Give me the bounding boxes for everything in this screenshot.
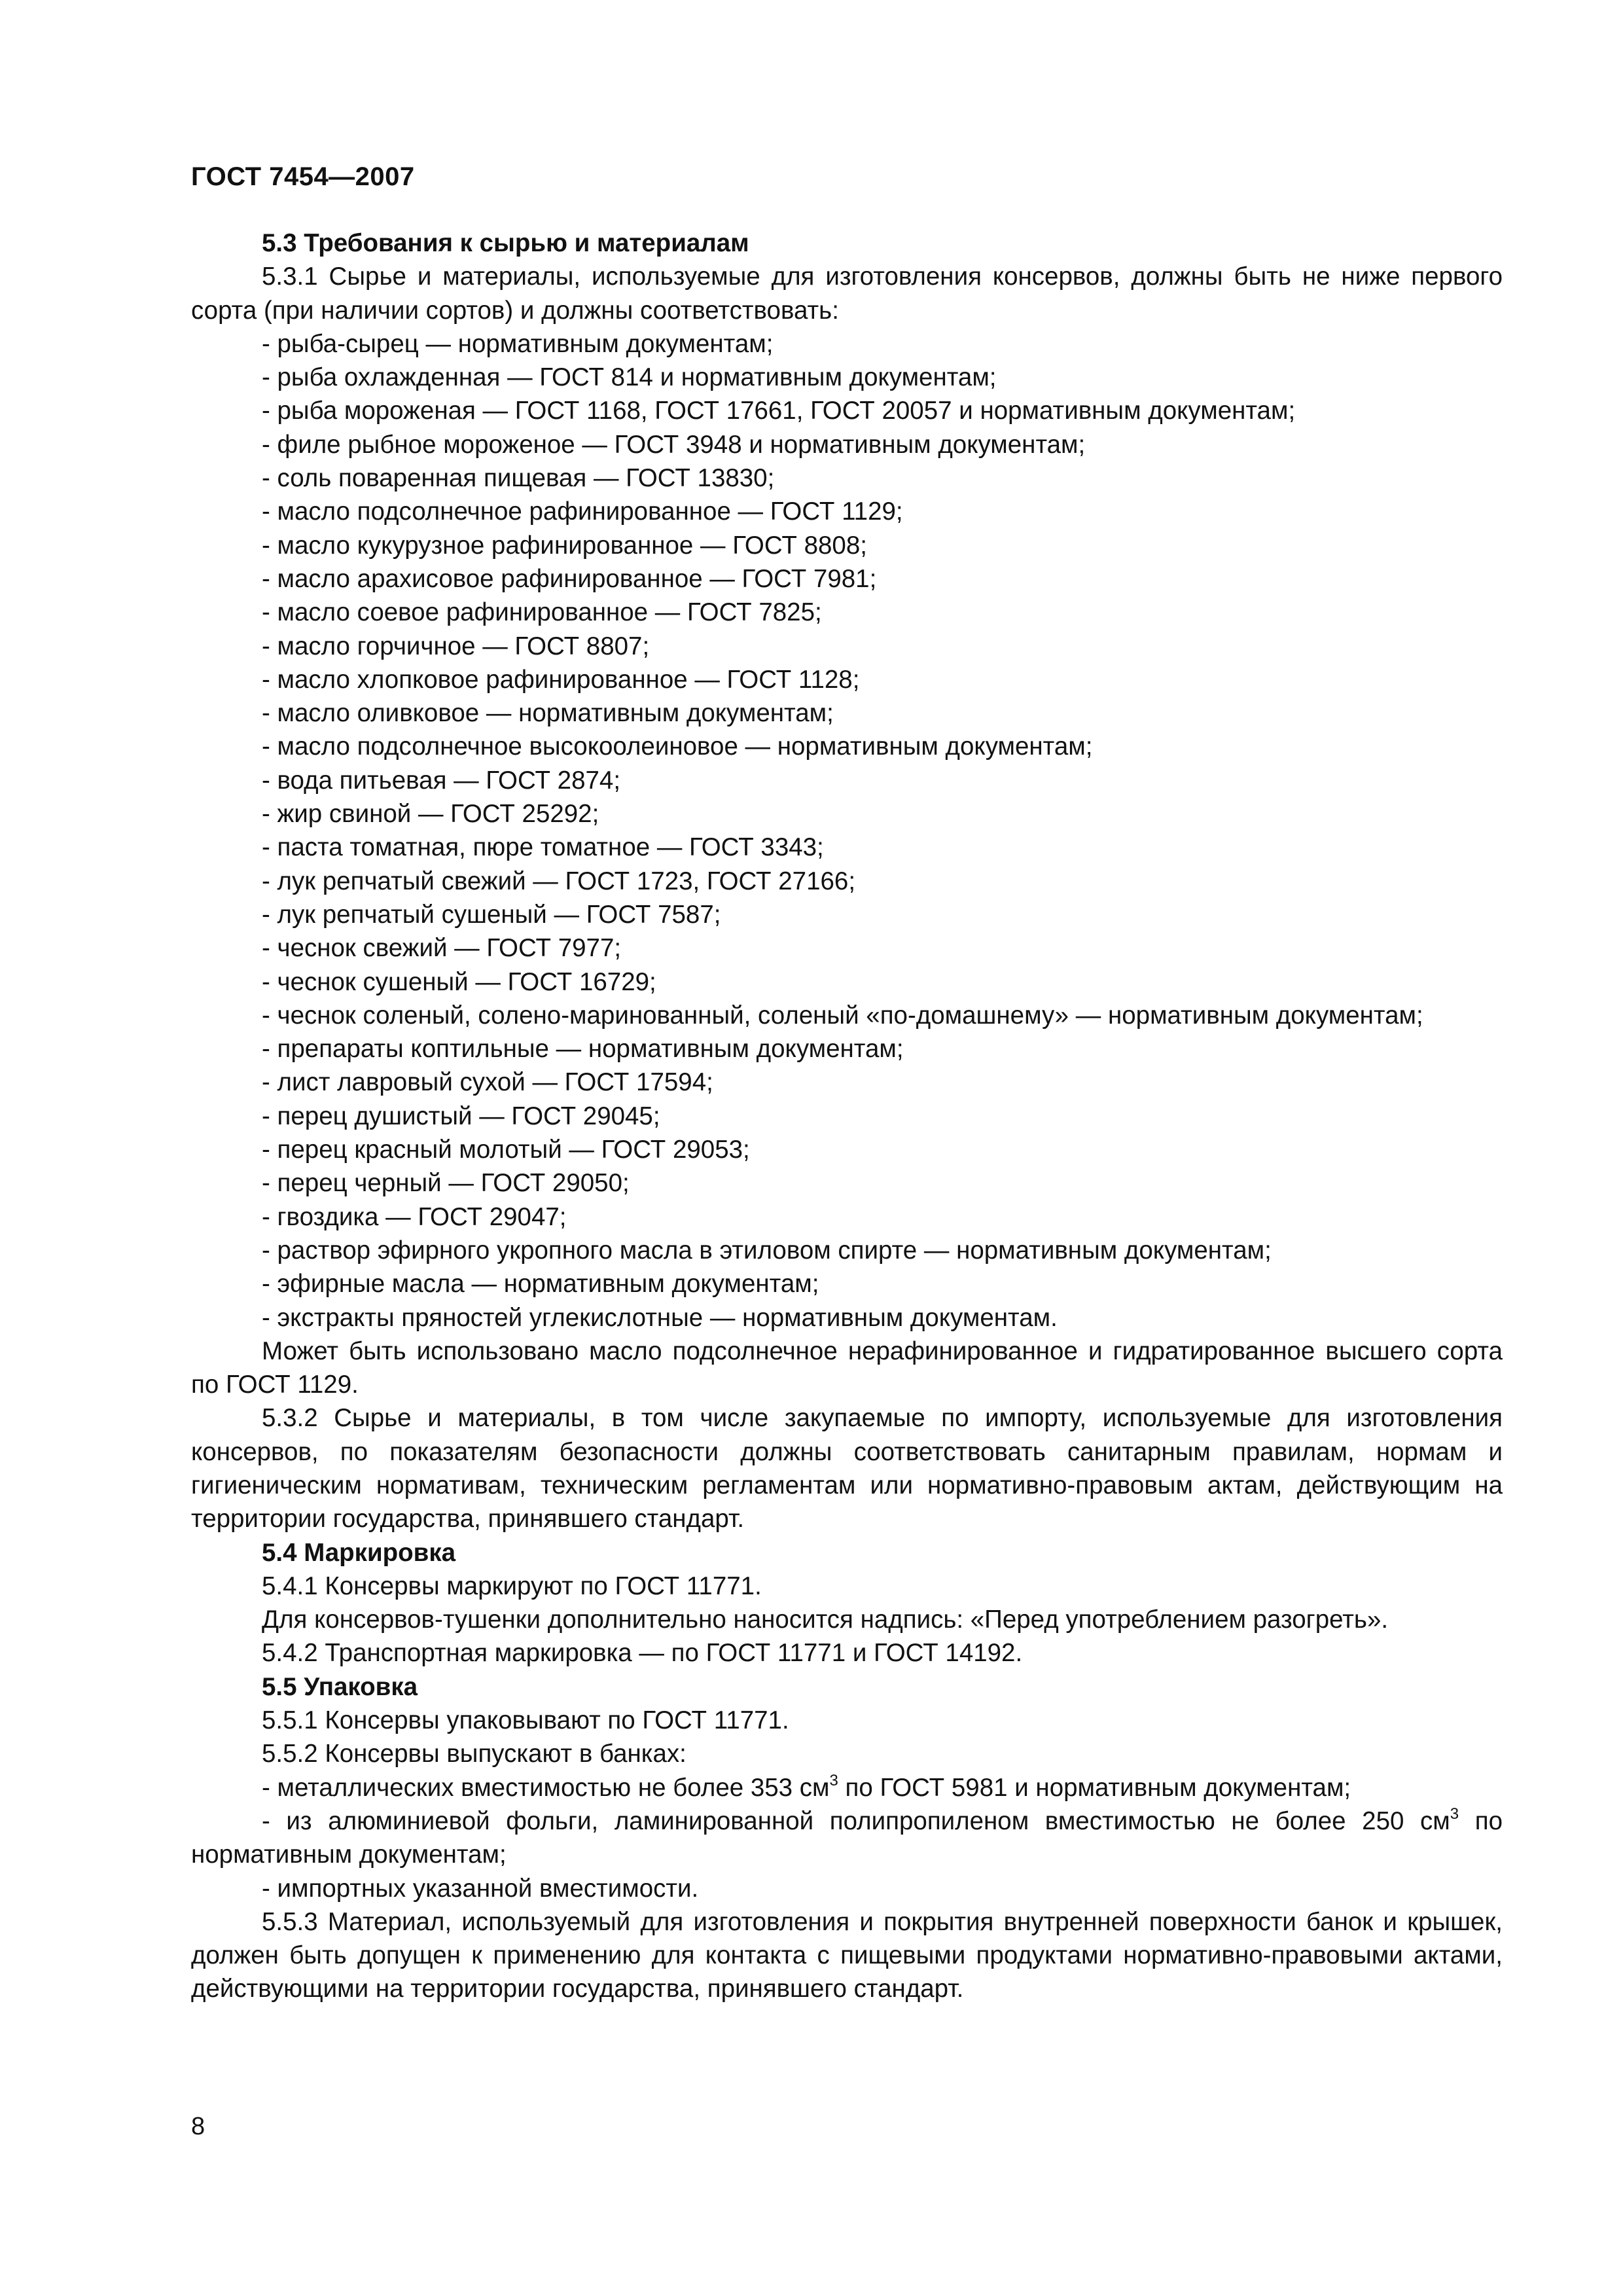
paragraph-5-4-2: 5.4.2 Транспортная маркировка — по ГОСТ 11771 и ГОСТ 14192.	[262, 1639, 1023, 1668]
list-item: - рыба мороженая — ГОСТ 1168, ГОСТ 17661, ГОСТ 20057 и нормативным документам;	[262, 397, 1296, 425]
list-item: - масло подсолнечное рафинированное — ГОСТ 1129;	[262, 497, 903, 526]
list-item: - перец красный молотый — ГОСТ 29053;	[262, 1136, 750, 1164]
list-item: - масло оливковое — нормативным документам;	[262, 699, 834, 728]
foil-cans-text: - из алюминиевой фольги, ламинированной полипропиленом вместимостью не более 250 см	[262, 1806, 1450, 1835]
paragraph-5-3-2: 5.3.2 Сырье и материалы, в том числе закупаемые по импорту, используемые для изготовления консервов, по показателям безопасности должны соответствовать санитарным правилам, нормам и гигиеническим нормативам, техническим регламентам или нормативно-правовым актам, действующим на территории государства, принявшего стандарт.	[191, 1404, 1503, 1534]
list-item: - вода питьевая — ГОСТ 2874;	[262, 766, 621, 795]
foil-cans-text-end: по нормативным документам;	[191, 1806, 1503, 1869]
list-item: - филе рыбное мороженое — ГОСТ 3948 и нормативным документам;	[262, 430, 1086, 459]
list-item: - лук репчатый свежий — ГОСТ 1723, ГОСТ 27166;	[262, 867, 856, 895]
paragraph-5-5-3: 5.5.3 Материал, используемый для изготовления и покрытия внутренней поверхности банок и крышек, должен быть допущен к применению для контакта с пищевыми продуктами нормативно-правовыми актами, действующими на территории государства, принявшего стандарт.	[191, 1907, 1503, 2003]
section-heading-5-3: 5.3 Требования к сырью и материалам	[262, 229, 749, 257]
list-item: - рыба-сырец — нормативным документам;	[262, 329, 774, 358]
list-item: - масло кукурузное рафинированное — ГОСТ 8808;	[262, 531, 867, 560]
list-item: - препараты коптильные — нормативным документам;	[262, 1035, 904, 1064]
paragraph-5-4-1: 5.4.1 Консервы маркируют по ГОСТ 11771.	[262, 1571, 762, 1600]
section-heading-5-5: 5.5 Упаковка	[262, 1672, 418, 1701]
list-item: - масло подсолнечное высокоолеиновое — нормативным документам;	[262, 732, 1093, 761]
paragraph-5-5-2: 5.5.2 Консервы выпускают в банках:	[262, 1740, 687, 1768]
list-item: - гвоздика — ГОСТ 29047;	[262, 1202, 567, 1231]
section-heading-5-4: 5.4 Маркировка	[262, 1538, 456, 1567]
list-item: - жир свиной — ГОСТ 25292;	[262, 800, 599, 829]
list-item: - раствор эфирного укропного масла в этиловом спирте — нормативным документам;	[262, 1236, 1272, 1265]
list-item: - паста томатная, пюре томатное — ГОСТ 3343;	[262, 833, 824, 862]
superscript: 3	[1450, 1804, 1459, 1823]
list-item-metal-cans	[191, 1771, 1503, 1804]
list-item: - масло хлопковое рафинированное — ГОСТ 1128;	[262, 665, 860, 694]
metal-cans-text: - металлических вместимостью не более 353 см	[262, 1773, 830, 1802]
list-item: - рыба охлажденная — ГОСТ 814 и нормативным документам;	[262, 363, 997, 392]
list-item: - масло соевое рафинированное — ГОСТ 7825;	[262, 598, 822, 627]
list-item: - эфирные масла — нормативным документам;	[262, 1270, 819, 1299]
paragraph-tushenka: Для консервов-тушенки дополнительно наносится надпись: «Перед употреблением разогреть».	[262, 1605, 1389, 1634]
list-item: - масло арахисовое рафинированное — ГОСТ 7981;	[262, 564, 877, 593]
list-item: - лук репчатый сушеный — ГОСТ 7587;	[262, 900, 721, 929]
list-item: - чеснок соленый, солено-маринованный, соленый «по-домашнему» — нормативным документам;	[262, 1001, 1423, 1030]
list-item: - экстракты пряностей углекислотные — нормативным документам.	[262, 1303, 1058, 1332]
superscript: 3	[829, 1771, 838, 1789]
list-item: - чеснок свежий — ГОСТ 7977;	[262, 934, 622, 963]
list-item: - соль поваренная пищевая — ГОСТ 13830;	[262, 464, 775, 493]
list-item-imported-cans: - импортных указанной вместимости.	[262, 1874, 699, 1903]
list-item: - перец черный — ГОСТ 29050;	[262, 1169, 630, 1198]
list-item: - масло горчичное — ГОСТ 8807;	[262, 632, 650, 660]
list-item: - чеснок сушеный — ГОСТ 16729;	[262, 967, 656, 996]
list-item: - лист лавровый сухой — ГОСТ 17594;	[262, 1068, 713, 1097]
document-body	[191, 226, 1503, 2006]
metal-cans-text-end: по ГОСТ 5981 и нормативным документам;	[838, 1773, 1351, 1802]
document-header: ГОСТ 7454—2007	[191, 162, 415, 191]
page-number: 8	[191, 2113, 205, 2140]
paragraph-5-3-1: 5.3.1 Сырье и материалы, используемые для изготовления консервов, должны быть не ниже первого сорта (при наличии сортов) и должны соответствовать:	[191, 262, 1503, 325]
paragraph-note-oil: Может быть использовано масло подсолнечное нерафинированное и гидратированное высшего сорта по ГОСТ 1129.	[191, 1336, 1503, 1399]
paragraph-5-5-1: 5.5.1 Консервы упаковывают по ГОСТ 11771.	[262, 1706, 789, 1735]
list-item-foil-cans	[191, 1804, 1503, 1872]
list-item: - перец душистый — ГОСТ 29045;	[262, 1102, 660, 1130]
